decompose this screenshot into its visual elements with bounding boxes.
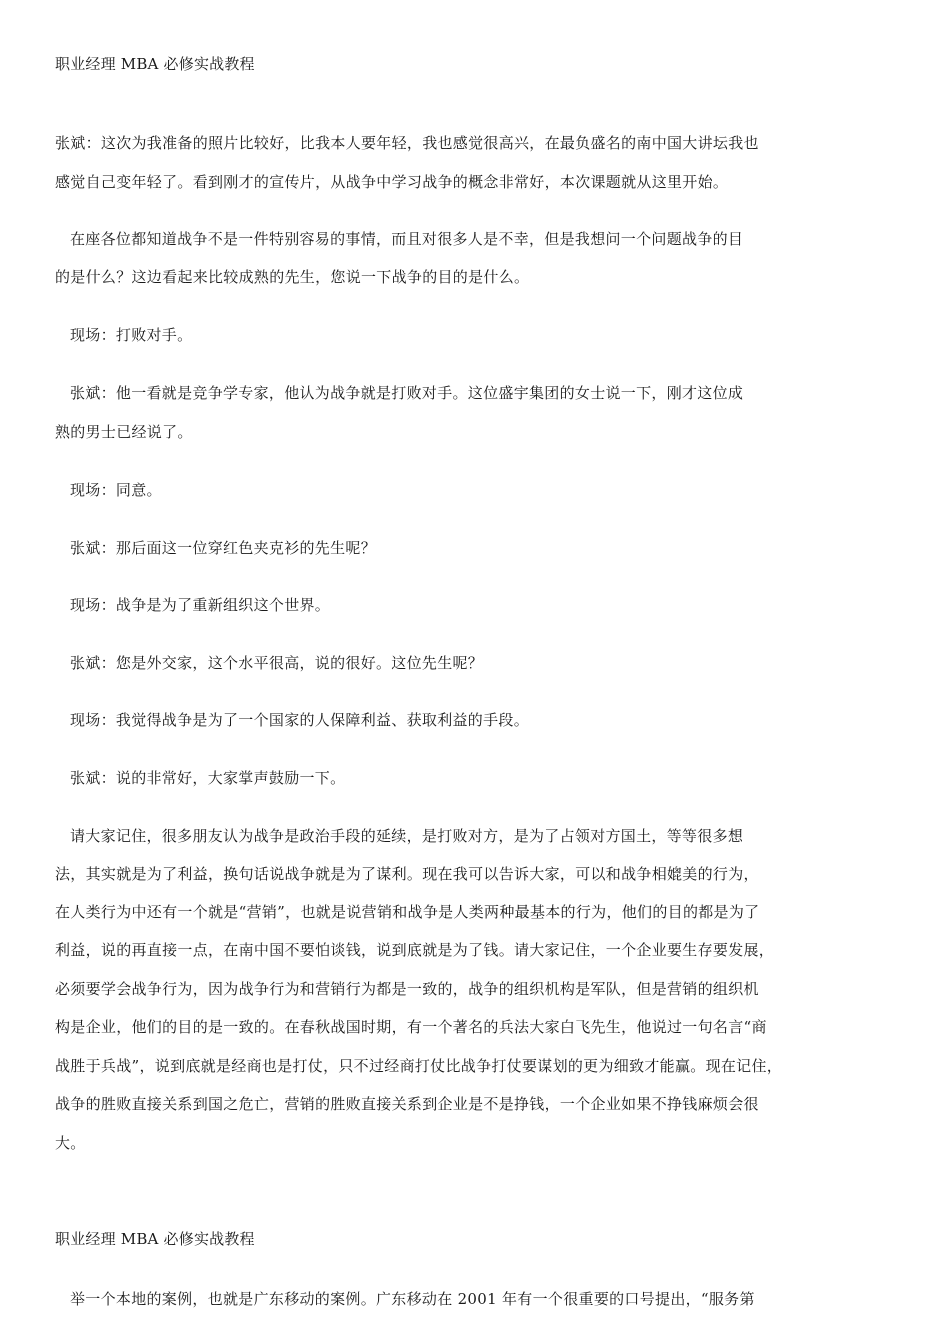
text-line: 现场：我觉得战争是为了一个国家的人保障利益、获取利益的手段。 [70, 711, 530, 729]
text-line: 张斌：您是外交家，这个水平很高，说的很好。这位先生呢？ [70, 654, 484, 672]
text-line: 张斌：他一看就是竞争学专家，他认为战争就是打败对手。这位盛宇集团的女士说一下，刚才这位成 [70, 384, 744, 402]
text-line: 感觉自己变年轻了。看到刚才的宣传片，从战争中学习战争的概念非常好，本次课题就从这里开始。 [55, 173, 729, 191]
text-line: 必须要学会战争行为，因为战争行为和营销行为都是一致的，战争的组织机构是军队，但是营销的组织机 [55, 980, 759, 998]
text-line: 张斌：说的非常好，大家掌声鼓励一下。 [70, 769, 346, 787]
text-line: 战胜于兵战”，说到底就是经商也是打仗，只不过经商打仗比战争打仗要谋划的更为细致才能赢。现在记住， [55, 1057, 783, 1075]
running-header: 职业经理 MBA 必修实战教程 [55, 55, 255, 73]
text-line: 现场：打败对手。 [70, 326, 193, 344]
text-line: 现场：战争是为了重新组织这个世界。 [70, 596, 331, 614]
text-line: 的是什么？这边看起来比较成熟的先生，您说一下战争的目的是什么。 [55, 268, 530, 286]
text-line: 战争的胜败直接关系到国之危亡，营销的胜败直接关系到企业是不是挣钱，一个企业如果不挣钱麻烦会很 [55, 1095, 759, 1113]
text-line: 举一个本地的案例，也就是广东移动的案例。广东移动在 2001 年有一个很重要的口号提出，“服务第 [70, 1290, 755, 1308]
text-line: 大。 [55, 1134, 86, 1152]
text-line: 熟的男士已经说了。 [55, 423, 193, 441]
text-line: 请大家记住，很多朋友认为战争是政治手段的延续，是打败对方，是为了占领对方国土，等等很多想 [70, 827, 744, 845]
text-line: 现场：同意。 [70, 481, 162, 499]
running-header: 职业经理 MBA 必修实战教程 [55, 1230, 255, 1248]
text-line: 在人类行为中还有一个就是“营销”，也就是说营销和战争是人类两种最基本的行为，他们的目的都是为了 [55, 903, 760, 921]
text-line: 法，其实就是为了利益，换句话说战争就是为了谋利。现在我可以告诉大家，可以和战争相媲美的行为， [55, 865, 759, 883]
text-line: 张斌：那后面这一位穿红色夹克衫的先生呢？ [70, 539, 377, 557]
text-line: 利益，说的再直接一点，在南中国不要怕谈钱，说到底就是为了钱。请大家记住，一个企业要生存要发展， [55, 941, 775, 959]
text-line: 在座各位都知道战争不是一件特别容易的事情，而且对很多人是不幸，但是我想问一个问题战争的目 [70, 230, 744, 248]
text-line: 张斌：这次为我准备的照片比较好，比我本人要年轻，我也感觉很高兴，在最负盛名的南中国大讲坛我也 [55, 134, 759, 152]
text-line: 构是企业，他们的目的是一致的。在春秋战国时期，有一个著名的兵法大家白飞先生，他说过一句名言“商 [55, 1018, 767, 1036]
